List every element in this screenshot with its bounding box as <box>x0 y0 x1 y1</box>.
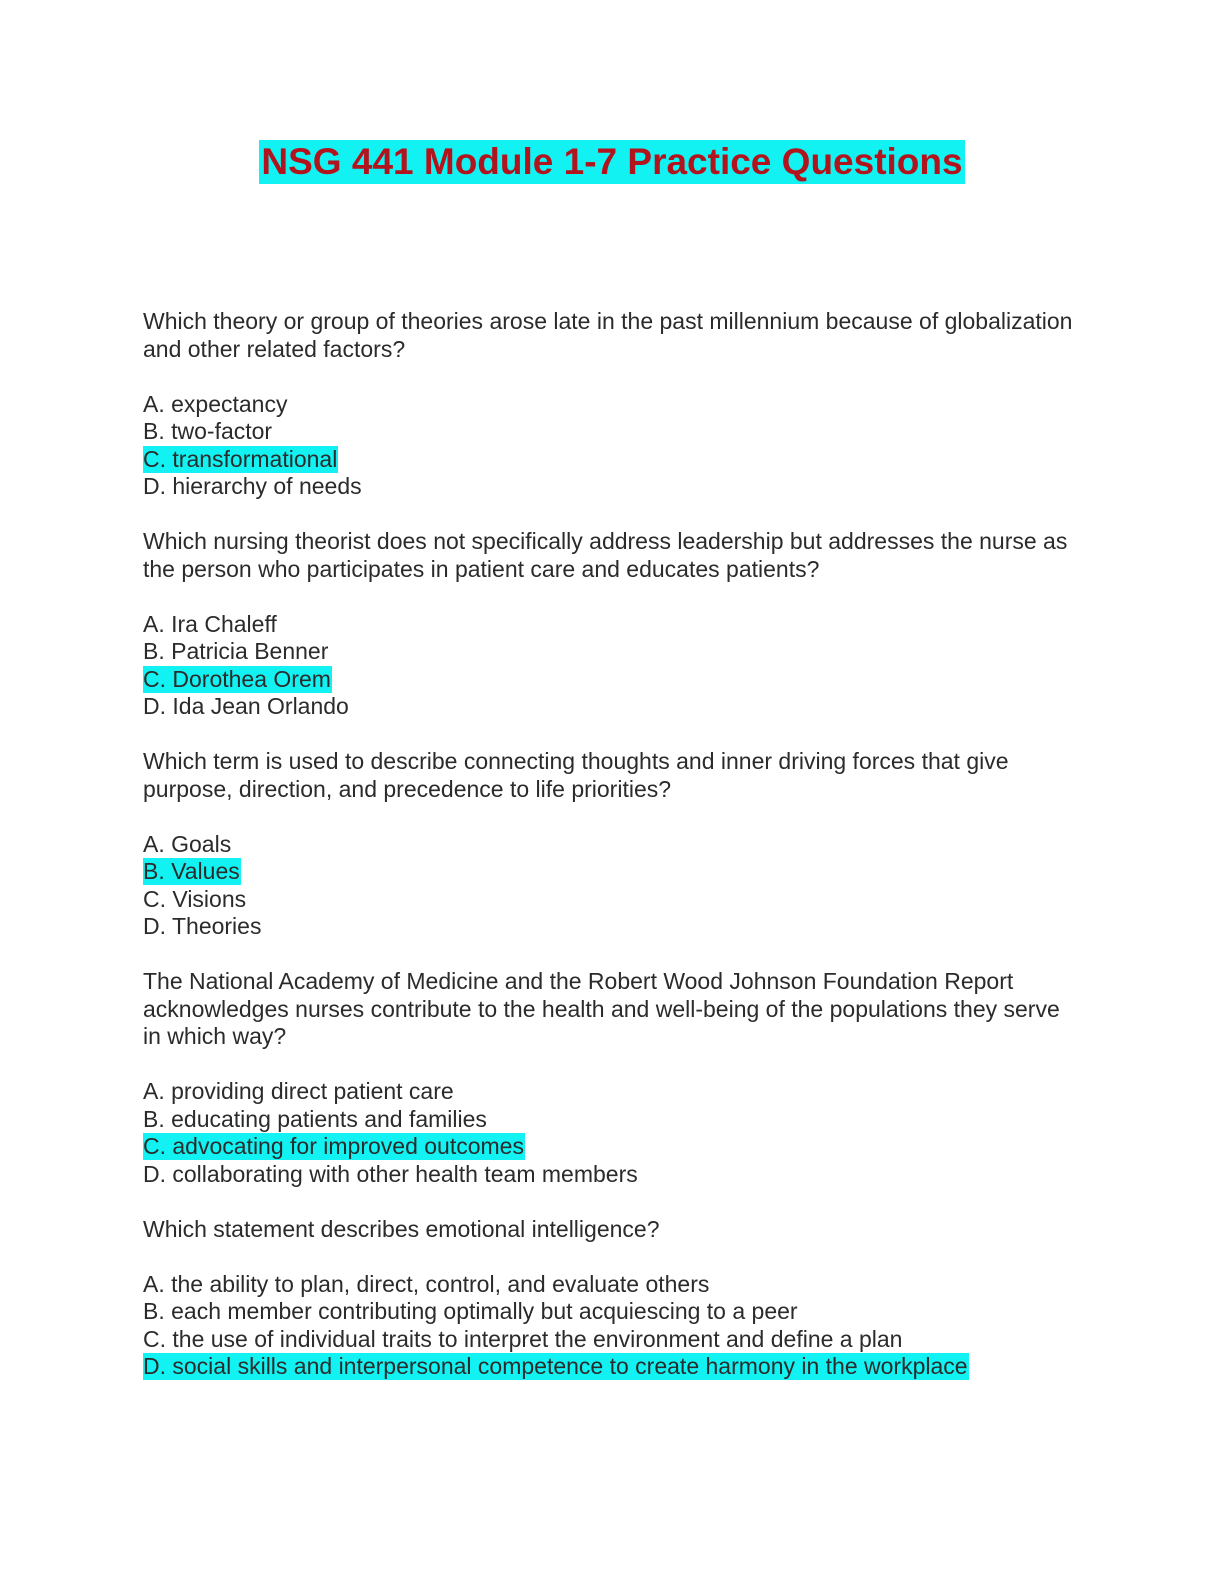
answer-option: D. Ida Jean Orlando <box>143 693 349 719</box>
answer-option-highlighted: B. Values <box>143 858 240 884</box>
answer-option: A. Goals <box>143 830 232 857</box>
answer-option: A. expectancy <box>143 390 288 417</box>
answer-option: D. collaborating with other health team members <box>143 1160 638 1187</box>
answer-option: B. Patricia Benner <box>143 638 329 664</box>
answer-option: A. Ira Chaleff <box>143 610 277 637</box>
answer-option-highlighted: D. social skills and interpersonal competence to create harmony in the workplace <box>143 1353 968 1379</box>
answer-options <box>143 391 1083 501</box>
answer-option-highlighted: C. Dorothea Orem <box>143 665 331 692</box>
question-block-2 <box>143 528 1083 721</box>
answer-option: C. the use of individual traits to interpret the environment and define a plan <box>143 1325 903 1352</box>
questions-list <box>143 308 1083 1381</box>
answer-option: B. two-factor <box>143 418 273 444</box>
answer-option-highlighted: C. transformational <box>143 445 338 472</box>
answer-option: B. each member contributing optimally but acquiescing to a peer <box>143 1298 798 1324</box>
question-block-3 <box>143 748 1083 941</box>
question-text: Which nursing theorist does not specifically address leadership but addresses the nurse as the person who participates in patient care and educates patients? <box>143 528 1068 582</box>
answer-option: A. providing direct patient care <box>143 1078 454 1104</box>
answer-option-highlighted: C. advocating for improved outcomes <box>143 1133 524 1159</box>
answer-option: D. Theories <box>143 913 262 939</box>
title-container <box>0 140 1224 184</box>
answer-option: B. educating patients and families <box>143 1105 487 1132</box>
answer-option: C. Visions <box>143 885 247 912</box>
answer-options <box>143 1078 1083 1188</box>
answer-option: A. the ability to plan, direct, control, and evaluate others <box>143 1270 710 1297</box>
answer-options <box>143 611 1083 721</box>
question-text: Which statement describes emotional intelligence? <box>143 1215 660 1242</box>
answer-options <box>143 831 1083 941</box>
question-text: Which theory or group of theories arose late in the past millennium because of globalization and other related factors? <box>143 308 1073 362</box>
document-title: NSG 441 Module 1-7 Practice Questions <box>261 141 963 182</box>
question-text: The National Academy of Medicine and the Robert Wood Johnson Foundation Report acknowledges nurses contribute to the health and well-being of the populations they serve in which way? <box>143 968 1060 1049</box>
question-text: Which term is used to describe connecting thoughts and inner driving forces that give purpose, direction, and precedence to life priorities? <box>143 748 1009 802</box>
question-block-4 <box>143 968 1083 1188</box>
question-block-5 <box>143 1216 1083 1381</box>
answer-option: D. hierarchy of needs <box>143 473 362 499</box>
answer-options <box>143 1271 1083 1381</box>
question-block-1 <box>143 308 1083 501</box>
